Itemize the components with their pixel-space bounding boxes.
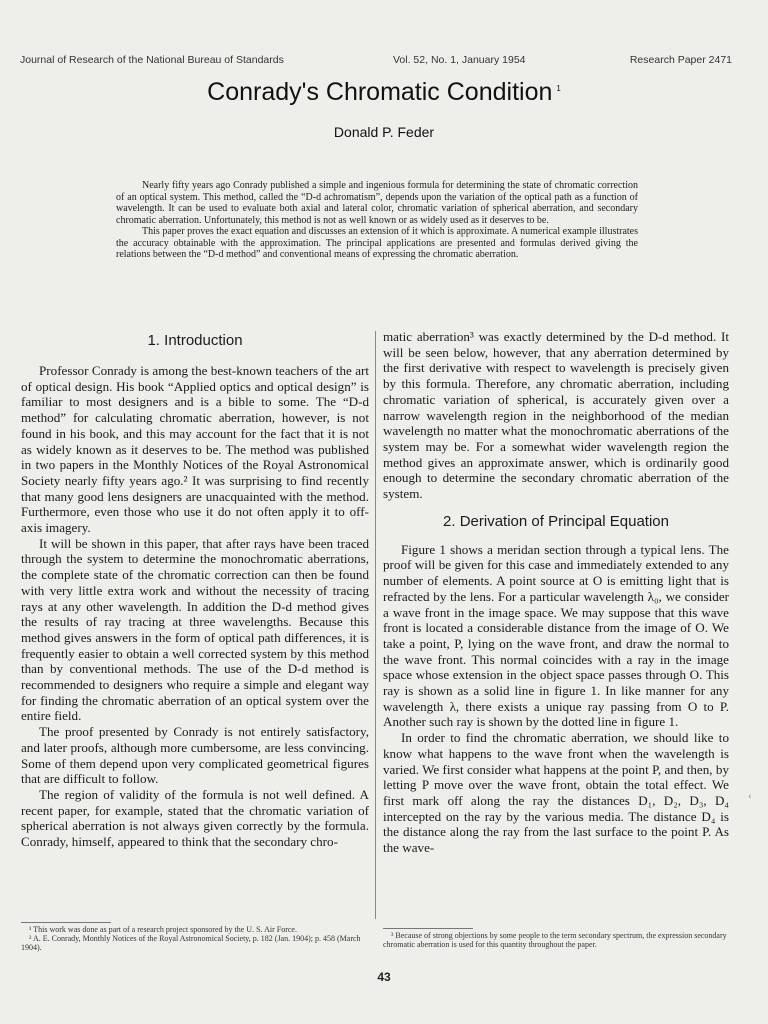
- abstract: [116, 180, 638, 261]
- author-name: Donald P. Feder: [333, 124, 435, 140]
- section-heading-introduction: 1. Introduction: [147, 332, 243, 349]
- intro-paragraph-2: It will be shown in this paper, that after rays have been traced through the system to determine the monochromatic aberrations, the complete state of the chromatic correction can then be found with very little extra work and without the necessity of tracing rays at any other wavelength. In addition the D-d method gives the results of ray tracing at three wavelengths. Because this method gives answers in the form of optical path differences, it is frequently easier to obtain a well corrected system by this method than by conventional methods. The use of the D-d method is recommended to designers who require a simple and elegant way for finding the chromatic aberration of an optical system over the entire field.: [21, 535, 369, 724]
- volume-info: Vol. 52, No. 1, January 1954: [393, 54, 526, 66]
- abstract-paragraph-2: This paper proves the exact equation and discusses an extension of it which is approximate. A numerical example illustrates the accuracy obtainable with the approximation. The principal applications are presented and formulas derived giving the relations between the “D-d method” and conventional means of expressing the chromatic aberration.: [116, 226, 638, 260]
- footnote-rule-left: [21, 922, 111, 923]
- footnotes-right: [383, 931, 729, 949]
- left-column: [21, 329, 369, 850]
- journal-name: Journal of Research of the National Bureau of Standards: [20, 54, 284, 66]
- paper-number: Research Paper 2471: [629, 54, 732, 66]
- derivation-paragraph-1: Figure 1 shows a meridan section through a typical lens. The proof will be given for this case and immediately extended to any number of elements. A point source at O is emitting light that is refracted by the lens. For a particular wavelength λ₀, we consider a wave front in the image space. We may suppose that this wave front is located a considerable distance from the image of O. We take a point, P, lying on the wave front, and draw the normal to the wave front. This normal coincides with a ray in the image space whose extension in the object space passes through O. This ray is shown as a solid line in figure 1. In like manner for any wavelength λ, there exists a unique ray passing from O to P. Another such ray is shown by the dotted line in figure 1.: [383, 541, 729, 730]
- title-footnote-mark: 1: [556, 84, 561, 93]
- paper-title-text: Conrady's Chromatic Condition: [207, 78, 553, 106]
- intro-continuation: matic aberration³ was exactly determined by the D-d method. It will be seen below, however, that any aberration determined by the first derivative with respect to wavelength is precisely given by this formula. Therefore, any chromatic aberration, including chromatic variation of spherical, is accurately given over a narrow wavelength region in the neighborhood of the median wavelength no matter what the monochromatic aberrations of the system may be. For a somewhat wider wavelength region the method gives an approximate answer, which is ordinarily good enough to determine the secondary chromatic aberration of the system.: [383, 329, 729, 502]
- column-divider: [375, 331, 376, 919]
- right-column: [383, 329, 729, 856]
- abstract-paragraph-1: Nearly fifty years ago Conrady published a simple and ingenious formula for determining the state of chromatic correction of an optical system. This method, called the “D-d achromatism”, depends upon the variation of the optical path as a function of wavelength. It can be used to evaluate both axial and lateral color, chromatic variation of spherical aberration, and secondary chromatic aberration. Unfortunately, this method is not as well known or as widely used as it deserves to be.: [116, 180, 638, 226]
- intro-paragraph-1: Professor Conrady is among the best-known teachers of the art of optical design. His book “Applied optics and optical design” is familiar to most designers and is a bible to some. The “D-d method” for calculating chromatic aberration, however, is not found in his book, and this may account for the fact that it is not as widely known as it deserves to be. The method was published in two papers in the Monthly Notices of the Royal Astronomical Society nearly fifty years ago.² It was surprising to find recently that many good lens designers are unacquainted with the method. Furthermore, even those who use it do not often apply it to off-axis imagery.: [21, 363, 369, 536]
- derivation-paragraph-2: In order to find the chromatic aberration, we should like to know what happens to the wave front when the wavelength is varied. We first consider what happens at the point P, and then, by letting P move over the wave front, obtain the total effect. We first mark off along the ray the distances D₁, D₂, D₃, D₄ intercepted on the ray by the various media. The distance D₄ is the distance along the ray from the last surface to the point P. As the wave-: [383, 730, 729, 856]
- running-header: [20, 54, 732, 68]
- intro-paragraph-4: The region of validity of the formula is not well defined. A recent paper, for example, stated that the chromatic variation of spherical aberration is not always given correctly by the formula. Conrady, himself, appeared to think that the secondary chro-: [21, 786, 369, 850]
- section-heading-derivation: 2. Derivation of Principal Equation: [443, 512, 669, 530]
- footnote-rule-right: [383, 928, 473, 929]
- footnote-3: ³ Because of strong objections by some people to the term secondary spectrum, the expression secondary chromatic aberration is used for this quantity throughout the paper.: [383, 931, 727, 949]
- margin-mark: ‹: [748, 790, 752, 802]
- footnotes-left: [21, 925, 369, 952]
- intro-paragraph-3: The proof presented by Conrady is not entirely satisfactory, and later proofs, although more cumbersome, are less convincing. Some of them depend upon very complicated geometrical figures that are difficult to follow.: [21, 724, 369, 787]
- footnote-2: ² A. E. Conrady, Monthly Notices of the Royal Astronomical Society, p. 182 (Jan. 1904); p. 458 (March 1904).: [21, 934, 361, 952]
- footnote-1: ¹ This work was done as part of a research project sponsored by the U. S. Air Force.: [29, 925, 297, 934]
- page-number: 43: [377, 970, 391, 984]
- paper-title: [0, 78, 768, 107]
